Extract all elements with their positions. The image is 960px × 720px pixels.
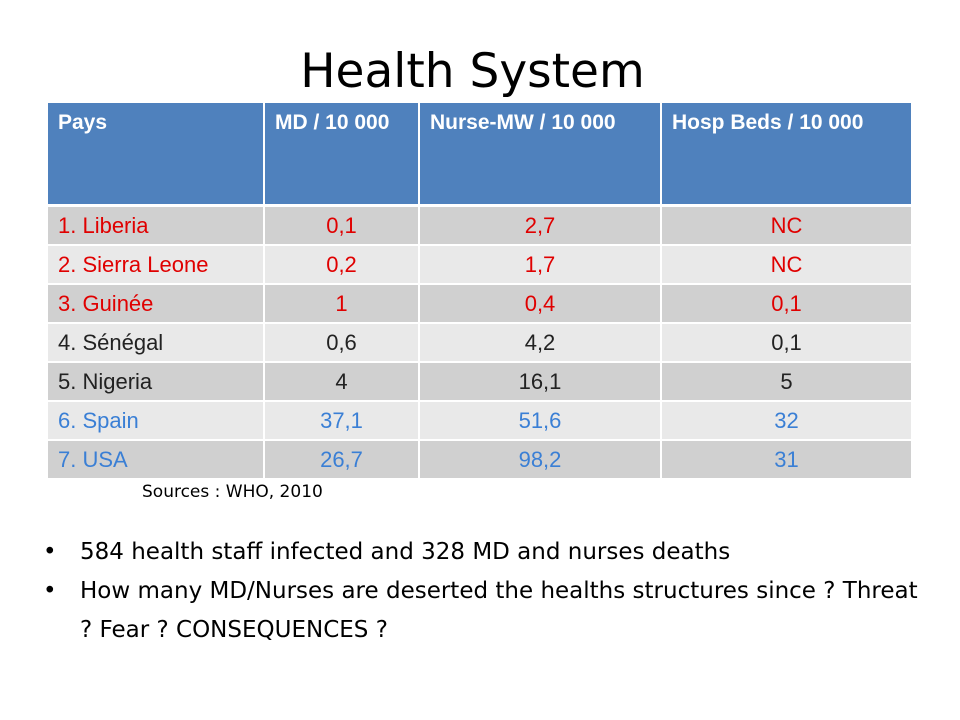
bullet-dot-icon: • <box>43 539 57 565</box>
table-row <box>48 401 911 440</box>
cell-beds: 5 <box>661 362 911 401</box>
cell-nurse: 4,2 <box>419 323 661 362</box>
cell-nurse: 98,2 <box>419 440 661 479</box>
cell-beds: 0,1 <box>661 284 911 323</box>
header-md: MD / 10 000 <box>264 103 419 206</box>
bullet-list <box>40 533 920 650</box>
bullet-text: How many MD/Nurses are deserted the healths structures since ? Threat ? Fear ? CONSEQUENCES ? <box>80 578 918 643</box>
sources-note: Sources : WHO, 2010 <box>142 482 323 502</box>
cell-beds: NC <box>661 206 911 246</box>
bullet-item <box>40 533 920 572</box>
cell-nurse: 16,1 <box>419 362 661 401</box>
cell-nurse: 51,6 <box>419 401 661 440</box>
slide-title: Health System <box>300 44 645 99</box>
header-beds: Hosp Beds / 10 000 <box>661 103 911 206</box>
cell-country: 5. Nigeria <box>48 362 264 401</box>
cell-country: 2. Sierra Leone <box>48 245 264 284</box>
cell-md: 4 <box>264 362 419 401</box>
cell-md: 0,1 <box>264 206 419 246</box>
cell-country: 6. Spain <box>48 401 264 440</box>
header-nurse: Nurse-MW / 10 000 <box>419 103 661 206</box>
table-row <box>48 362 911 401</box>
health-system-table <box>48 103 911 480</box>
cell-md: 37,1 <box>264 401 419 440</box>
table-row <box>48 206 911 246</box>
cell-beds: NC <box>661 245 911 284</box>
table-header-row <box>48 103 911 206</box>
bullet-text: 584 health staff infected and 328 MD and nurses deaths <box>80 539 731 565</box>
cell-beds: 0,1 <box>661 323 911 362</box>
cell-md: 0,2 <box>264 245 419 284</box>
table-row <box>48 440 911 479</box>
bullet-dot-icon: • <box>43 578 57 604</box>
header-country: Pays <box>48 103 264 206</box>
bullet-item <box>40 572 920 650</box>
cell-md: 26,7 <box>264 440 419 479</box>
cell-beds: 31 <box>661 440 911 479</box>
cell-country: 1. Liberia <box>48 206 264 246</box>
cell-country: 7. USA <box>48 440 264 479</box>
cell-nurse: 1,7 <box>419 245 661 284</box>
table-row <box>48 284 911 323</box>
cell-md: 1 <box>264 284 419 323</box>
cell-nurse: 2,7 <box>419 206 661 246</box>
cell-country: 4. Sénégal <box>48 323 264 362</box>
cell-country: 3. Guinée <box>48 284 264 323</box>
cell-md: 0,6 <box>264 323 419 362</box>
cell-nurse: 0,4 <box>419 284 661 323</box>
cell-beds: 32 <box>661 401 911 440</box>
table-row <box>48 245 911 284</box>
table-row <box>48 323 911 362</box>
